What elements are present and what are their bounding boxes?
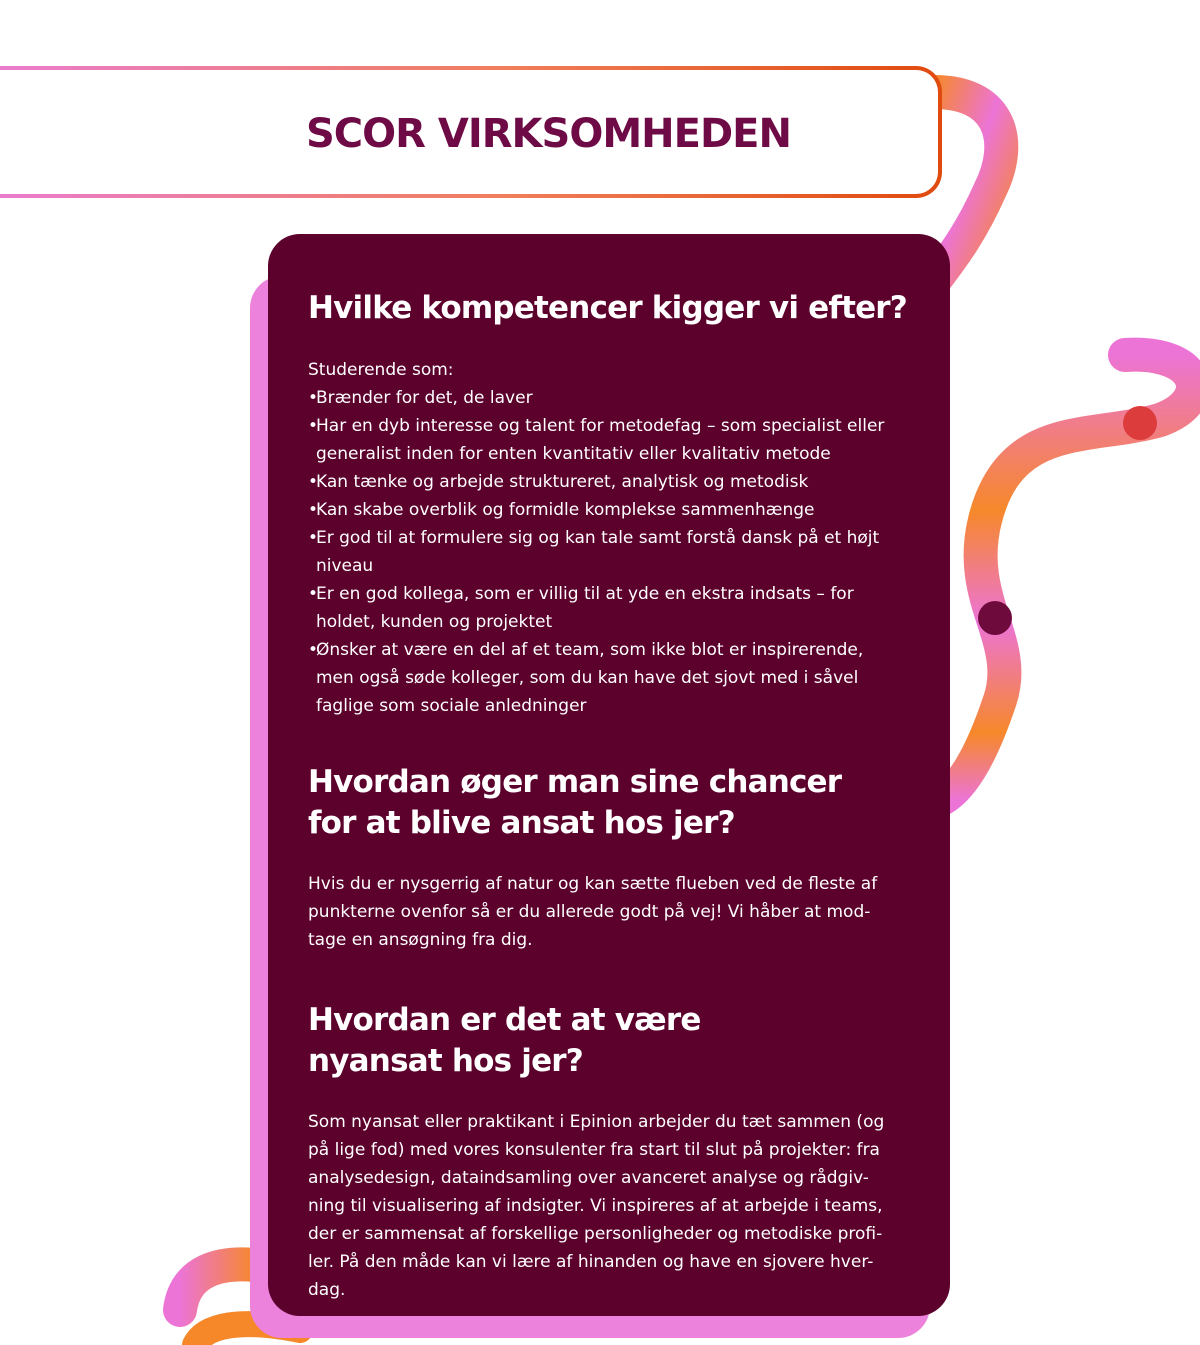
- heading-chances: [308, 762, 928, 844]
- list-item: [308, 384, 920, 412]
- list-item: [308, 412, 920, 468]
- body-line: Som nyansat eller praktikant i Epinion arbejder du tæt sammen (og: [308, 1112, 885, 1132]
- list-item-text: holdet, kunden og projektet: [316, 612, 553, 632]
- heading-line: for at blive ansat hos jer?: [308, 805, 735, 841]
- list-item-text: Er god til at formulere sig og kan tale samt forstå dansk på et højt: [316, 528, 880, 548]
- body-line: ning til visualisering af indsigter. Vi inspireres af at arbejde i teams,: [308, 1196, 883, 1216]
- bullet-dot: •: [308, 472, 319, 492]
- list-item-text: Kan skabe overblik og formidle komplekse sammenhænge: [316, 500, 815, 520]
- content-card: [268, 234, 950, 1316]
- list-item-text: men også søde kolleger, som du kan have det sjovt med i såvel: [316, 668, 859, 688]
- bullet-dot: •: [308, 528, 319, 548]
- body-line: på lige fod) med vores konsulenter fra start til slut på projekter: fra: [308, 1140, 880, 1160]
- intro-text: Studerende som:: [308, 360, 454, 380]
- page-title: SCOR VIRKSOMHEDEN: [306, 111, 791, 157]
- dot-red: [1123, 406, 1157, 440]
- heading-line: Hvordan er det at være: [308, 1002, 701, 1038]
- ribbon-bottom-left: [180, 1264, 255, 1310]
- body-line: punkterne ovenfor så er du allerede godt på vej! Vi håber at mod-: [308, 902, 871, 922]
- body-line: der er sammensat af forskellige personligheder og metodiske profi-: [308, 1224, 883, 1244]
- list-item-text: Ønsker at være en del af et team, som ikke blot er inspirerende,: [316, 640, 864, 660]
- chances-body: [308, 870, 920, 954]
- list-item: [308, 496, 920, 524]
- list-item-text: Brænder for det, de laver: [316, 388, 533, 408]
- bullet-dot: •: [308, 640, 319, 660]
- competencies-body: [308, 356, 920, 720]
- body-line: dag.: [308, 1280, 346, 1300]
- list-item: [308, 524, 920, 580]
- list-item-text: generalist inden for enten kvantitativ eller kvalitativ metode: [316, 444, 831, 464]
- bullet-dot: •: [308, 584, 319, 604]
- list-item: [308, 636, 920, 720]
- list-item: [308, 580, 920, 636]
- bullet-dot: •: [308, 500, 319, 520]
- list-item-text: niveau: [316, 556, 374, 576]
- heading-line: nyansat hos jer?: [308, 1043, 583, 1079]
- heading-line: Hvilke kompetencer kigger vi efter?: [308, 290, 907, 326]
- body-line: tage en ansøgning fra dig.: [308, 930, 533, 950]
- body-line: ler. På den måde kan vi lære af hinanden og have en sjovere hver-: [308, 1252, 874, 1272]
- bullet-dot: •: [308, 388, 319, 408]
- heading-competencies: [308, 288, 928, 329]
- new-hire-body: [308, 1108, 920, 1304]
- dot-dark: [978, 601, 1012, 635]
- body-line: Hvis du er nysgerrig af natur og kan sætte flueben ved de fleste af: [308, 874, 878, 894]
- body-line: analysedesign, dataindsamling over avanceret analyse og rådgiv-: [308, 1168, 869, 1188]
- competencies-list: [308, 384, 920, 720]
- heading-new-hire: [308, 1000, 928, 1082]
- list-item-text: Er en god kollega, som er villig til at yde en ekstra indsats – for: [316, 584, 854, 604]
- list-item-text: Har en dyb interesse og talent for metodefag – som specialist eller: [316, 416, 885, 436]
- heading-line: Hvordan øger man sine chancer: [308, 764, 842, 800]
- list-item-text: faglige som sociale anledninger: [316, 696, 587, 716]
- bullet-dot: •: [308, 416, 319, 436]
- list-item: [308, 468, 920, 496]
- list-item-text: Kan tænke og arbejde struktureret, analytisk og metodisk: [316, 472, 809, 492]
